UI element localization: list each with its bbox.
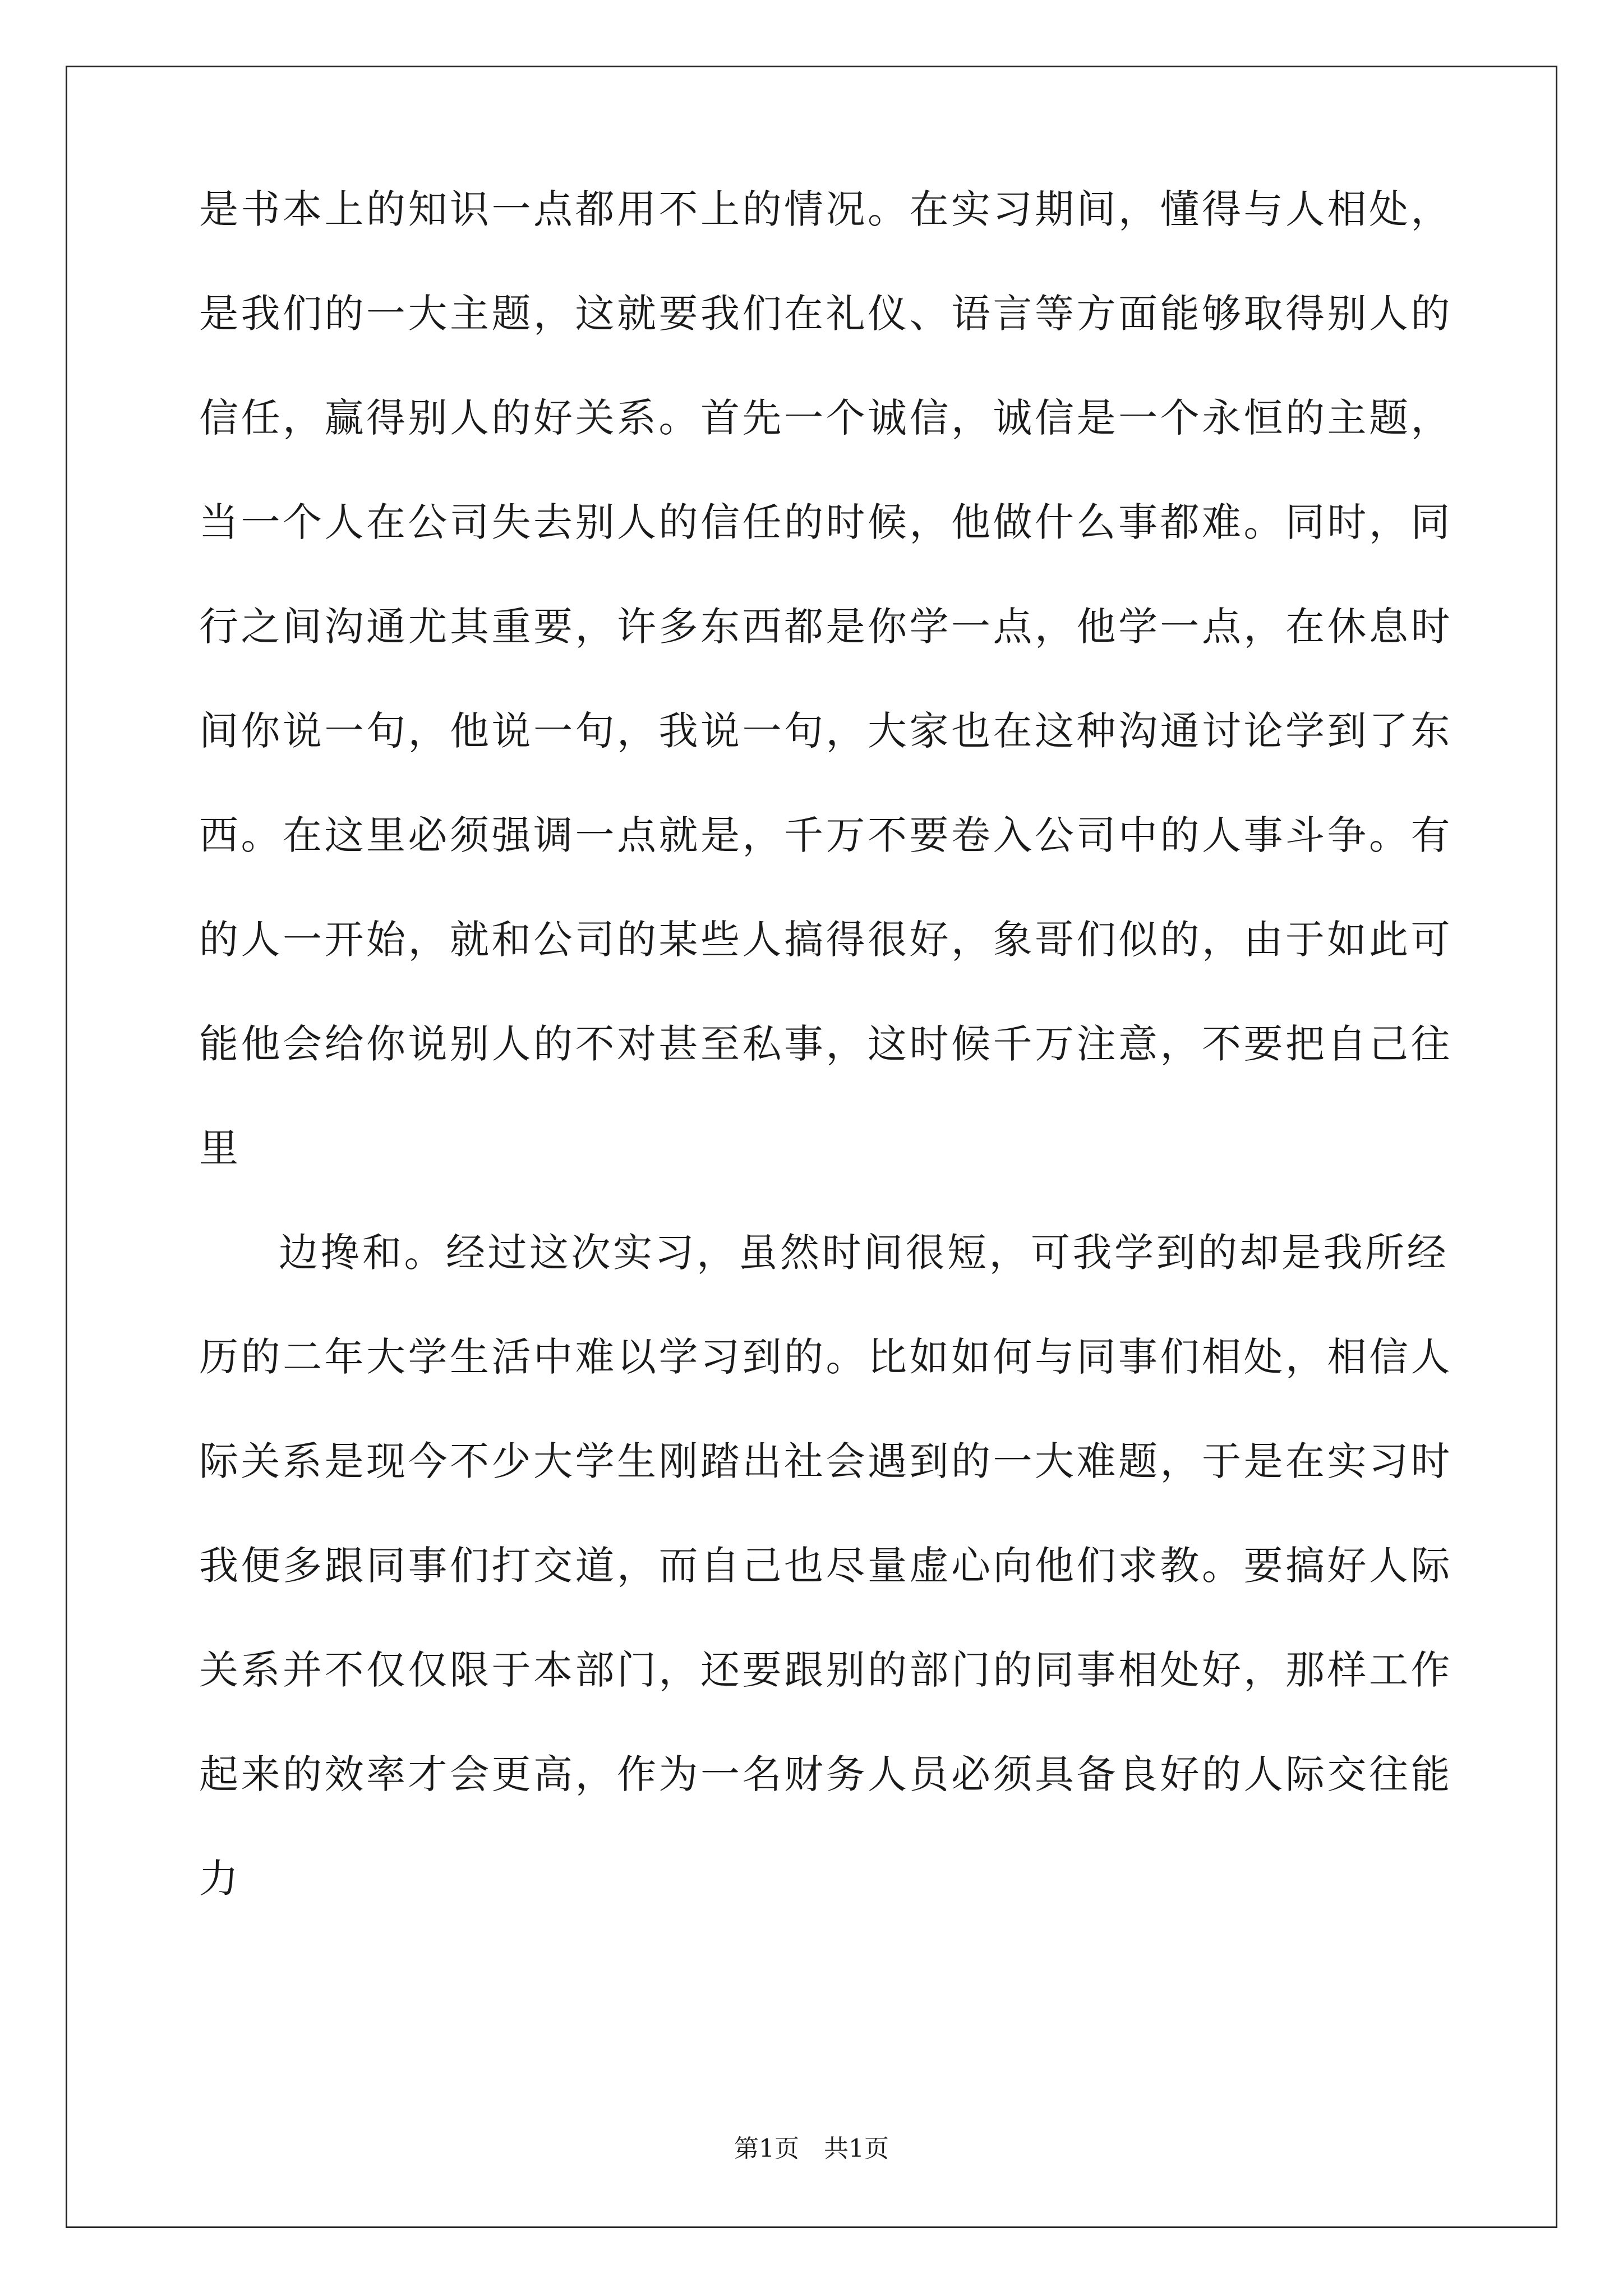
text-line: 西。在这里必须强调一点就是，千万不要卷入公司中的人事斗争。有 bbox=[199, 812, 1453, 858]
page-number: 第1页 共1页 bbox=[734, 2134, 889, 2163]
text-line: 际关系是现今不少大学生刚踏出社会遇到的一大难题，于是在实习时 bbox=[199, 1438, 1453, 1484]
text-line: 我便多跟同事们打交道，而自己也尽量虚心向他们求教。要搞好人际 bbox=[199, 1543, 1453, 1589]
text-line: 起来的效率才会更高，作为一名财务人员必须具备良好的人际交往能 bbox=[199, 1751, 1453, 1797]
text-line: 是我们的一大主题，这就要我们在礼仪、语言等方面能够取得别人的 bbox=[199, 291, 1453, 337]
document-body bbox=[199, 186, 1453, 1963]
text-line: 力 bbox=[199, 1856, 241, 1902]
paragraph-start-line: 边搀和。经过这次实习，虽然时间很短，可我学到的却是我所经 bbox=[279, 1230, 1449, 1276]
page-footer bbox=[0, 2135, 1623, 2163]
text-line: 能他会给你说别人的不对甚至私事，这时候千万注意，不要把自己往 bbox=[199, 1021, 1453, 1067]
text-line: 里 bbox=[199, 1125, 241, 1171]
text-line: 的人一开始，就和公司的某些人搞得很好，象哥们似的，由于如此可 bbox=[199, 917, 1453, 963]
text-line: 历的二年大学生活中难以学习到的。比如如何与同事们相处，相信人 bbox=[199, 1334, 1453, 1380]
text-line: 是书本上的知识一点都用不上的情况。在实习期间，懂得与人相处， bbox=[199, 186, 1453, 232]
text-line: 信任，赢得别人的好关系。首先一个诚信，诚信是一个永恒的主题， bbox=[199, 395, 1453, 441]
text-line: 关系并不仅仅限于本部门，还要跟别的部门的同事相处好，那样工作 bbox=[199, 1647, 1453, 1693]
text-line: 间你说一句，他说一句，我说一句，大家也在这种沟通讨论学到了东 bbox=[199, 708, 1453, 754]
text-line: 当一个人在公司失去别人的信任的时候，他做什么事都难。同时，同 bbox=[199, 499, 1453, 545]
text-line: 行之间沟通尤其重要，许多东西都是你学一点，他学一点，在休息时 bbox=[199, 604, 1453, 650]
